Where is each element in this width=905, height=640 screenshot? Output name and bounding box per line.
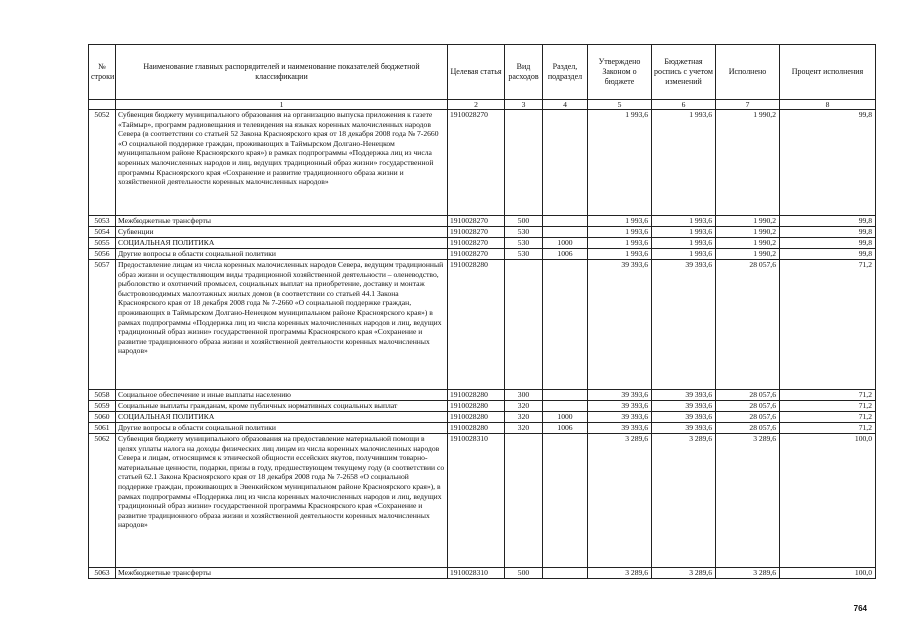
row-number-cell: 5057 <box>89 260 116 390</box>
row-name-cell: Субвенция бюджету муниципального образования на организацию выпуска приложения к газете «Таймыр», программ радиовещания и телевидения на языках коренных малочисленных народов Севера (в соответствии со статьей 52 Закона Красноярского края от 18 декабря 2008 года № 7-2660 «О социальной поддержке граждан, проживающих в Таймырском Долгано-Ненецком муниципальном районе Красноярского края») в рамках подпрограммы «Поддержка лиц из числа коренных малочисленных народов и лиц, ведущих традиционный образ жизни» государственной программы Красноярского края «Сохранение и развитие традиционного образа жизни и хозяйственной деятельности коренных малочисленных народов» <box>116 110 448 216</box>
row-percent-cell: 99,8 <box>780 249 876 260</box>
row-approved-cell: 3 289,6 <box>588 434 652 568</box>
row-name-cell: СОЦИАЛЬНАЯ ПОЛИТИКА <box>116 412 448 423</box>
row-executed-cell: 3 289,6 <box>716 434 780 568</box>
column-number: 1 <box>116 100 448 110</box>
row-name-cell: Межбюджетные трансферты <box>116 568 448 579</box>
row-approved-cell: 1 993,6 <box>588 110 652 216</box>
table-row <box>89 423 876 434</box>
row-section-cell <box>543 390 588 401</box>
row-approved-cell: 3 289,6 <box>588 568 652 579</box>
row-number-cell: 5059 <box>89 401 116 412</box>
row-percent-cell: 99,8 <box>780 110 876 216</box>
row-section-cell: 1006 <box>543 423 588 434</box>
row-name-cell: Социальные выплаты гражданам, кроме публичных нормативных социальных выплат <box>116 401 448 412</box>
row-section-cell <box>543 227 588 238</box>
budget-table <box>88 44 876 579</box>
table-row <box>89 216 876 227</box>
row-target-cell: 1910028270 <box>448 216 505 227</box>
row-executed-cell: 28 057,6 <box>716 401 780 412</box>
table-row <box>89 260 876 390</box>
row-target-cell: 1910028270 <box>448 227 505 238</box>
table-row <box>89 110 876 216</box>
header-name: Наименование главных распорядителей и наименование показателей бюджетной классификации <box>116 45 448 100</box>
row-approved-cell: 39 393,6 <box>588 260 652 390</box>
row-executed-cell: 1 990,2 <box>716 216 780 227</box>
table-row <box>89 249 876 260</box>
row-expense-type-cell: 320 <box>505 423 543 434</box>
row-approved-cell: 1 993,6 <box>588 216 652 227</box>
row-section-cell <box>543 110 588 216</box>
row-section-cell: 1006 <box>543 249 588 260</box>
row-target-cell: 1910028280 <box>448 412 505 423</box>
row-target-cell: 1910028270 <box>448 110 505 216</box>
row-schedule-cell: 1 993,6 <box>652 238 716 249</box>
row-target-cell: 1910028310 <box>448 568 505 579</box>
table-body <box>89 110 876 579</box>
row-number-cell: 5052 <box>89 110 116 216</box>
row-schedule-cell: 3 289,6 <box>652 434 716 568</box>
row-name-cell: Межбюджетные трансферты <box>116 216 448 227</box>
row-approved-cell: 39 393,6 <box>588 412 652 423</box>
row-expense-type-cell: 320 <box>505 412 543 423</box>
header-target: Целевая статья <box>448 45 505 100</box>
row-percent-cell: 99,8 <box>780 238 876 249</box>
row-executed-cell: 28 057,6 <box>716 423 780 434</box>
row-executed-cell: 3 289,6 <box>716 568 780 579</box>
row-section-cell <box>543 401 588 412</box>
row-executed-cell: 1 990,2 <box>716 249 780 260</box>
header-section: Раздел, подраздел <box>543 45 588 100</box>
column-number-row <box>89 100 876 110</box>
row-expense-type-cell: 300 <box>505 390 543 401</box>
column-number: 6 <box>652 100 716 110</box>
row-number-cell: 5053 <box>89 216 116 227</box>
row-section-cell <box>543 568 588 579</box>
header-row-no: № строки <box>89 45 116 100</box>
row-name-cell: СОЦИАЛЬНАЯ ПОЛИТИКА <box>116 238 448 249</box>
row-number-cell: 5062 <box>89 434 116 568</box>
table-row <box>89 434 876 568</box>
row-percent-cell: 100,0 <box>780 434 876 568</box>
table-row <box>89 568 876 579</box>
row-approved-cell: 39 393,6 <box>588 390 652 401</box>
row-executed-cell: 28 057,6 <box>716 390 780 401</box>
row-expense-type-cell: 530 <box>505 227 543 238</box>
row-number-cell: 5056 <box>89 249 116 260</box>
row-schedule-cell: 1 993,6 <box>652 249 716 260</box>
header-schedule: Бюджетная роспись с учетом изменений <box>652 45 716 100</box>
header-executed: Исполнено <box>716 45 780 100</box>
row-schedule-cell: 39 393,6 <box>652 260 716 390</box>
row-percent-cell: 71,2 <box>780 412 876 423</box>
row-expense-type-cell <box>505 434 543 568</box>
row-number-cell: 5061 <box>89 423 116 434</box>
column-number: 8 <box>780 100 876 110</box>
column-number-blank <box>89 100 116 110</box>
row-expense-type-cell: 530 <box>505 238 543 249</box>
budget-table-sheet <box>88 44 875 579</box>
row-target-cell: 1910028280 <box>448 423 505 434</box>
row-expense-type-cell: 500 <box>505 216 543 227</box>
row-section-cell <box>543 434 588 568</box>
row-name-cell: Субвенция бюджету муниципального образования на предоставление материальной помощи в целях уплаты налога на доходы физических лиц лицам из числа коренных малочисленных народов Севера и лицам, относящимся к этнической общности ессейских якутов, получившим товарно-материальные ценности, подарки, призы в году, предшествующем текущему году (в соответствии со статьей 62.1 Закона Красноярского края от 18 декабря 2008 года № 7-2658 «О социальной поддержке граждан, проживающих в Эвенкийском муниципальном районе Красноярского края»), в рамках подпрограммы «Поддержка лиц из числа коренных малочисленных народов и лиц, ведущих традиционный образ жизни» государственной программы Красноярского края «Сохранение и развитие традиционного образа жизни и хозяйственной деятельности коренных малочисленных народов» <box>116 434 448 568</box>
row-percent-cell: 71,2 <box>780 423 876 434</box>
row-executed-cell: 28 057,6 <box>716 260 780 390</box>
row-percent-cell: 99,8 <box>780 227 876 238</box>
table-row <box>89 238 876 249</box>
row-expense-type-cell <box>505 110 543 216</box>
row-executed-cell: 1 990,2 <box>716 227 780 238</box>
row-schedule-cell: 1 993,6 <box>652 216 716 227</box>
row-approved-cell: 1 993,6 <box>588 249 652 260</box>
row-section-cell: 1000 <box>543 412 588 423</box>
row-percent-cell: 71,2 <box>780 390 876 401</box>
header-approved: Утверждено Законом о бюджете <box>588 45 652 100</box>
row-schedule-cell: 1 993,6 <box>652 110 716 216</box>
row-number-cell: 5063 <box>89 568 116 579</box>
row-schedule-cell: 39 393,6 <box>652 412 716 423</box>
column-number: 4 <box>543 100 588 110</box>
row-expense-type-cell: 500 <box>505 568 543 579</box>
row-number-cell: 5058 <box>89 390 116 401</box>
row-target-cell: 1910028280 <box>448 390 505 401</box>
row-schedule-cell: 39 393,6 <box>652 390 716 401</box>
row-section-cell <box>543 216 588 227</box>
row-name-cell: Другие вопросы в области социальной политики <box>116 423 448 434</box>
row-target-cell: 1910028280 <box>448 260 505 390</box>
column-number: 5 <box>588 100 652 110</box>
row-approved-cell: 1 993,6 <box>588 238 652 249</box>
column-number: 2 <box>448 100 505 110</box>
table-row <box>89 412 876 423</box>
row-number-cell: 5060 <box>89 412 116 423</box>
column-number: 3 <box>505 100 543 110</box>
row-percent-cell: 99,8 <box>780 216 876 227</box>
row-executed-cell: 1 990,2 <box>716 238 780 249</box>
row-percent-cell: 71,2 <box>780 260 876 390</box>
row-number-cell: 5055 <box>89 238 116 249</box>
row-schedule-cell: 39 393,6 <box>652 401 716 412</box>
column-number: 7 <box>716 100 780 110</box>
row-target-cell: 1910028280 <box>448 401 505 412</box>
row-name-cell: Другие вопросы в области социальной политики <box>116 249 448 260</box>
table-row <box>89 401 876 412</box>
header-percent: Процент исполнения <box>780 45 876 100</box>
row-executed-cell: 1 990,2 <box>716 110 780 216</box>
row-number-cell: 5054 <box>89 227 116 238</box>
row-percent-cell: 100,0 <box>780 568 876 579</box>
row-schedule-cell: 39 393,6 <box>652 423 716 434</box>
row-approved-cell: 39 393,6 <box>588 401 652 412</box>
row-schedule-cell: 3 289,6 <box>652 568 716 579</box>
header-expense-type: Вид расходов <box>505 45 543 100</box>
row-section-cell: 1000 <box>543 238 588 249</box>
table-row <box>89 390 876 401</box>
row-section-cell <box>543 260 588 390</box>
row-target-cell: 1910028270 <box>448 249 505 260</box>
row-approved-cell: 39 393,6 <box>588 423 652 434</box>
row-percent-cell: 71,2 <box>780 401 876 412</box>
row-name-cell: Предоставление лицам из числа коренных малочисленных народов Севера, ведущим традиционный образ жизни и осуществляющим виды традиционной хозяйственной деятельности – оленеводство, рыболовство и охотничий промысел, социальных выплат на приобретение, доставку и монтаж быстровозводимых малоэтажных жилых домов (в соответствии со статьей 44.1 Закона Красноярского края от 18 декабря 2008 года № 7-2660 «О социальной поддержке граждан, проживающих в Таймырском Долгано-Ненецком муниципальном районе Красноярского края») в рамках подпрограммы «Поддержка лиц из числа коренных малочисленных народов и лиц, ведущих традиционный образ жизни» государственной программы Красноярского края «Сохранение и развитие традиционного образа жизни и хозяйственной деятельности коренных малочисленных народов» <box>116 260 448 390</box>
page-number: 764 <box>853 604 867 613</box>
row-approved-cell: 1 993,6 <box>588 227 652 238</box>
row-expense-type-cell <box>505 260 543 390</box>
row-executed-cell: 28 057,6 <box>716 412 780 423</box>
row-schedule-cell: 1 993,6 <box>652 227 716 238</box>
table-row <box>89 227 876 238</box>
row-name-cell: Социальное обеспечение и иные выплаты населению <box>116 390 448 401</box>
row-name-cell: Субвенции <box>116 227 448 238</box>
header-row <box>89 45 876 100</box>
row-target-cell: 1910028270 <box>448 238 505 249</box>
row-expense-type-cell: 320 <box>505 401 543 412</box>
row-target-cell: 1910028310 <box>448 434 505 568</box>
row-expense-type-cell: 530 <box>505 249 543 260</box>
